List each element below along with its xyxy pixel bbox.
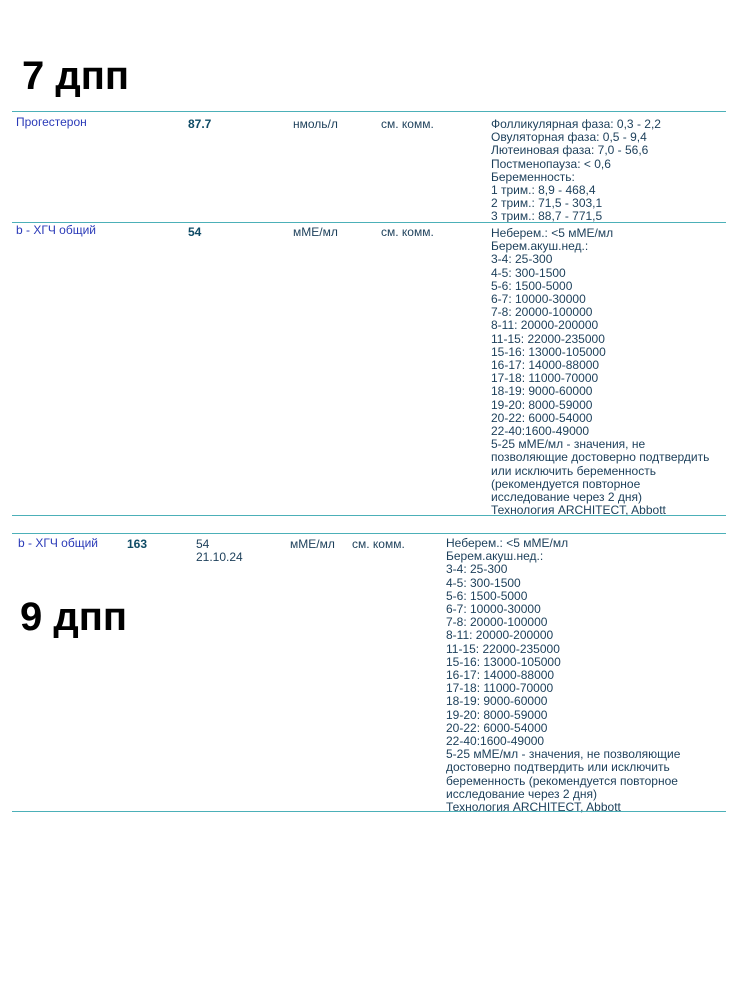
reference-ranges-progesterone	[491, 118, 661, 224]
ref-line: 3 трим.: 88,7 - 771,5	[491, 209, 603, 224]
ref-line: или исключить беременность	[491, 463, 656, 478]
previous-result	[196, 538, 243, 564]
day-label-9: 9 дпп	[20, 595, 128, 639]
ref-line: Овуляторная фаза: 0,5 - 9,4	[491, 130, 647, 145]
test-comment-hcg-2: см. комм.	[352, 537, 405, 551]
ref-line: 8-11: 20000-200000	[491, 318, 599, 333]
ref-line: Неберем.: <5 мМЕ/мл	[491, 226, 614, 240]
test-name-hcg: b - ХГЧ общий	[16, 223, 96, 237]
ref-line: 20-22: 6000-54000	[491, 410, 593, 425]
sheet1-bottom-rule	[12, 515, 726, 516]
ref-line: 19-20: 8000-59000	[491, 397, 593, 412]
ref-line: 5-6: 1500-5000	[446, 588, 528, 603]
ref-line: 17-18: 11000-70000	[446, 681, 554, 696]
sheet2-bottom-rule	[12, 811, 726, 812]
ref-line: Лютеиновая фаза: 7,0 - 56,6	[491, 143, 649, 158]
ref-line: 1 трим.: 8,9 - 468,4	[491, 183, 596, 198]
ref-line: 11-15: 22000-235000	[491, 331, 605, 346]
test-name-progesterone: Прогестерон	[16, 115, 87, 129]
ref-line: 17-18: 11000-70000	[491, 371, 599, 386]
ref-line: 4-5: 300-1500	[491, 265, 566, 280]
day-label-7: 7 дпп	[22, 54, 130, 98]
ref-line: 7-8: 20000-100000	[446, 615, 548, 630]
test-comment-progesterone: см. комм.	[381, 117, 434, 131]
test-unit-hcg-2: мМЕ/мл	[290, 537, 335, 551]
ref-line: 18-19: 9000-60000	[446, 694, 548, 709]
test-unit-hcg: мМЕ/мл	[293, 225, 338, 239]
ref-line: 16-17: 14000-88000	[491, 358, 600, 373]
test-value-hcg: 54	[188, 225, 202, 239]
ref-line: Берем.акуш.нед.:	[491, 239, 589, 254]
test-value-progesterone: 87.7	[188, 117, 212, 131]
ref-line: 6-7: 10000-30000	[446, 602, 541, 617]
lab-sheet-2	[0, 520, 750, 820]
ref-line: 5-6: 1500-5000	[491, 278, 573, 293]
reference-ranges-hcg-2	[446, 537, 680, 814]
ref-line: 16-17: 14000-88000	[446, 668, 555, 683]
ref-line: Беременность:	[491, 169, 575, 184]
ref-line: 8-11: 20000-200000	[446, 628, 554, 643]
ref-line: 11-15: 22000-235000	[446, 641, 560, 656]
ref-line: 7-8: 20000-100000	[491, 305, 593, 320]
ref-line: Берем.акуш.нед.:	[446, 549, 544, 564]
test-comment-hcg: см. комм.	[381, 225, 434, 239]
ref-line: Неберем.: <5 мМЕ/мл	[446, 536, 569, 550]
ref-line: 6-7: 10000-30000	[491, 292, 586, 307]
sheet1-row-divider	[12, 222, 726, 223]
sheet1-top-rule	[12, 111, 726, 112]
ref-line: Технология ARCHITECT, Abbott	[491, 503, 666, 518]
ref-line: 2 трим.: 71,5 - 303,1	[491, 196, 603, 211]
previous-value: 54	[196, 537, 210, 551]
ref-line: Фолликулярная фаза: 0,3 - 2,2	[491, 117, 661, 131]
test-value-hcg-2: 163	[127, 537, 148, 551]
ref-line: 15-16: 13000-105000	[491, 344, 606, 359]
previous-date: 21.10.24	[196, 550, 243, 565]
ref-line: Постменопауза: < 0,6	[491, 156, 611, 171]
ref-line: Технология ARCHITECT, Abbott	[446, 800, 621, 815]
reference-ranges-hcg	[491, 227, 709, 517]
test-unit-progesterone: нмоль/л	[293, 117, 338, 131]
ref-line: 18-19: 9000-60000	[491, 384, 593, 399]
ref-line: 4-5: 300-1500	[446, 575, 521, 590]
ref-line: беременность (рекомендуется повторное	[446, 773, 678, 788]
ref-line: позволяющие достоверно подтвердить	[491, 450, 710, 465]
ref-line: исследование через 2 дня)	[491, 490, 643, 505]
ref-line: 5-25 мМЕ/мл - значения, не	[491, 437, 646, 452]
ref-line: 22-40:1600-49000	[446, 734, 545, 749]
ref-line: 22-40:1600-49000	[491, 424, 590, 439]
ref-line: (рекомендуется повторное	[491, 476, 641, 491]
ref-line: 5-25 мМЕ/мл - значения, не позволяющие	[446, 747, 681, 762]
ref-line: исследование через 2 дня)	[446, 786, 598, 801]
ref-line: 20-22: 6000-54000	[446, 720, 548, 735]
sheet2-top-rule	[12, 533, 726, 534]
ref-line: 15-16: 13000-105000	[446, 654, 561, 669]
ref-line: 3-4: 25-300	[446, 562, 508, 577]
test-name-hcg-2: b - ХГЧ общий	[18, 536, 98, 550]
ref-line: достоверно подтвердить или исключить	[446, 760, 670, 775]
ref-line: 3-4: 25-300	[491, 252, 553, 267]
ref-line: 19-20: 8000-59000	[446, 707, 548, 722]
